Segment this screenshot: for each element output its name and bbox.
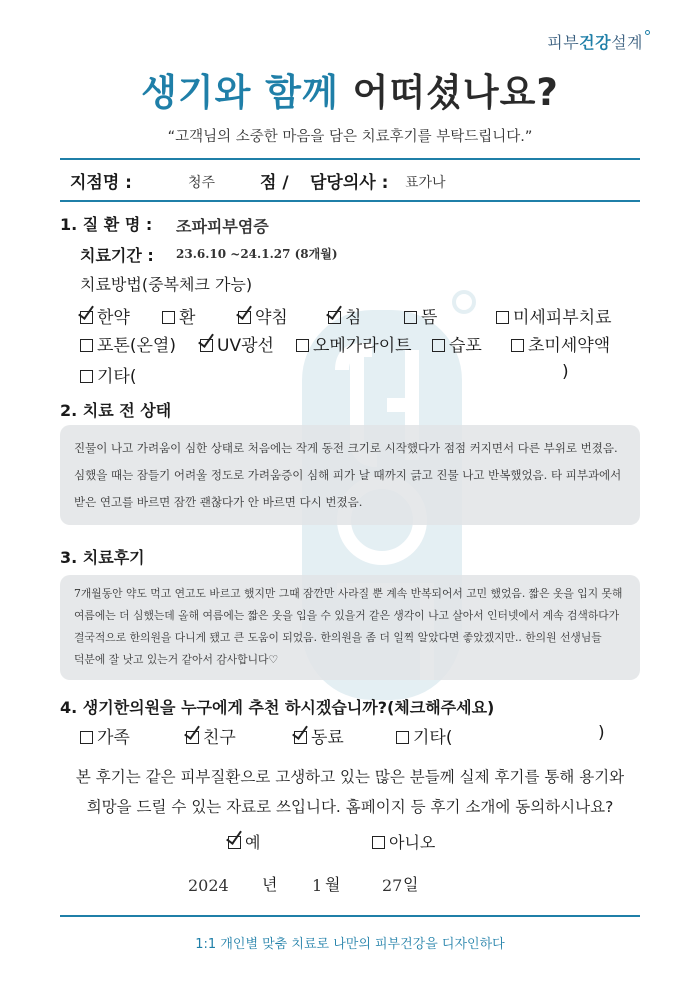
recommend-other-close: ): [598, 723, 605, 743]
date-year[interactable]: 2024: [188, 876, 229, 895]
method-other-close: ): [562, 362, 569, 382]
method-checkbox[interactable]: [511, 339, 524, 352]
method-checkbox[interactable]: [432, 339, 445, 352]
method-label: 습포: [449, 336, 482, 356]
method-option[interactable]: [296, 331, 412, 356]
disease-label: 1. 질 환 명 :: [60, 215, 153, 234]
brand-prefix: 피부: [547, 33, 580, 52]
consent-no-checkbox[interactable]: [372, 836, 385, 849]
footer-slogan: 1:1 개인별 맞춤 치료로 나만의 피부건강을 디자인하다: [195, 937, 505, 952]
branch-label: 지점명 :: [70, 173, 132, 193]
footer-divider: [60, 915, 640, 917]
consent-no[interactable]: [372, 830, 435, 853]
method-label: 오메가라이트: [313, 336, 412, 356]
method-option[interactable]: [162, 303, 195, 328]
title-dark: 어떠셨나요?: [352, 71, 559, 114]
method-label: 환: [179, 308, 196, 328]
consent-yes-checkbox[interactable]: [228, 836, 241, 849]
method-option[interactable]: [80, 362, 136, 387]
method-checkbox[interactable]: [238, 311, 251, 324]
recommend-label: 가족: [97, 728, 130, 748]
method-option[interactable]: [328, 303, 361, 328]
method-option[interactable]: [496, 303, 612, 328]
branch-row: [70, 168, 630, 194]
consent-line-1: 본 후기는 같은 피부질환으로 고생하고 있는 많은 분들께 실제 후기를 통해 용기와: [75, 768, 625, 786]
recommend-label: 친구: [203, 728, 236, 748]
consent-line-2: 희망을 드릴 수 있는 자료로 쓰입니다. 홈페이지 등 후기 소개에 동의하시나요?: [86, 798, 614, 816]
method-checkbox[interactable]: [328, 311, 341, 324]
recommend-option[interactable]: [396, 723, 452, 748]
method-label: 한약: [97, 308, 130, 328]
method-checkbox[interactable]: [296, 339, 309, 352]
date-year-unit: 년: [262, 875, 278, 894]
doctor-value[interactable]: 표가나: [405, 175, 446, 191]
before-state-title: 2. 치료 전 상태: [60, 401, 172, 420]
consent-yes[interactable]: [228, 830, 260, 853]
recommend-checkbox[interactable]: [294, 731, 307, 744]
method-option[interactable]: [200, 331, 274, 356]
brand-bold: 건강: [579, 33, 612, 52]
method-label: 포톤(온열): [97, 336, 176, 356]
method-label: 뜸: [421, 308, 438, 328]
method-checkbox[interactable]: [80, 339, 93, 352]
method-checkbox[interactable]: [162, 311, 175, 324]
method-option[interactable]: [404, 303, 437, 328]
review-box: [60, 575, 640, 680]
period-label: 치료기간 :: [80, 246, 154, 265]
method-option[interactable]: [238, 303, 288, 328]
method-label: 약침: [255, 308, 288, 328]
title-blue: 생기와 함께: [141, 71, 339, 114]
method-label: 초미세약액: [528, 336, 611, 356]
method-option[interactable]: [80, 331, 176, 356]
disease-value[interactable]: 조파피부염증: [176, 217, 269, 236]
method-option[interactable]: [511, 331, 610, 356]
method-checkbox[interactable]: [404, 311, 417, 324]
recommend-label: 기타(: [413, 728, 453, 748]
method-option[interactable]: [80, 303, 130, 328]
recommend-option[interactable]: [186, 723, 236, 748]
method-label: 미세피부치료: [513, 308, 612, 328]
recommend-title: 4. 생기한의원을 누구에게 추천 하시겠습니까?(체크해주세요): [60, 698, 495, 717]
recommend-option[interactable]: [294, 723, 344, 748]
method-checkbox[interactable]: [496, 311, 509, 324]
doctor-label: 담당의사 :: [310, 173, 389, 193]
method-label: 치료방법(중복체크 가능): [80, 275, 253, 294]
recommend-checkbox[interactable]: [396, 731, 409, 744]
method-checkbox[interactable]: [80, 311, 93, 324]
method-option[interactable]: [432, 331, 482, 356]
brand-logo: [547, 30, 650, 53]
method-label: UV광선: [217, 336, 274, 356]
brand-suffix: 설계: [611, 33, 643, 52]
consent-no-label: 아니오: [389, 833, 436, 852]
date-day-unit: 일: [403, 875, 419, 894]
recommend-checkbox[interactable]: [80, 731, 93, 744]
method-checkbox[interactable]: [200, 339, 213, 352]
recommend-option[interactable]: [80, 723, 130, 748]
method-label: 기타(: [97, 367, 137, 387]
brand-dot-icon: [645, 30, 650, 35]
before-state-text[interactable]: 진물이 나고 가려움이 심한 상태로 처음에는 작게 동전 크기로 시작했다가 점점 커지면서 다른 부위로 번졌음. 심했을 때는 잠들기 어려울 정도로 가려움증이 심해 피가 날 때까지 긁고 진물 나고 반복했었음. 타 피부과에서 받은 연고를 바르면 잠깐 괜찮다가 안 바르면 다시 번졌음.: [74, 441, 622, 509]
review-title: 3. 치료후기: [60, 548, 145, 567]
date-month[interactable]: 1: [312, 876, 323, 895]
date-month-unit: 월: [325, 875, 341, 894]
top-divider: [60, 158, 640, 160]
method-label: 침: [345, 308, 362, 328]
before-state-box: [60, 425, 640, 525]
branch-divider: [60, 200, 640, 202]
page-subtitle: “고객님의 소중한 마음을 담은 치료후기를 부탁드립니다.”: [167, 129, 533, 145]
review-text[interactable]: 7개월동안 약도 먹고 연고도 바르고 했지만 그때 잠깐만 사라질 뿐 계속 반복되어서 고민 했었음. 짧은 옷을 입지 못해 여름에는 더 심했는데 올해 여름에는 짧은 옷을 입을 수 있을거 같은 생각이 나고 살아서 인터넷에서 계속 검색하다가 결국적으로 한의원을 다니게 됐고 큰 도움이 되었음. 한의원을 좀 더 일찍 알았다면 좋았겠지만.. 한의원 선생님들 덕분에 잘 낫고 있는거 같아서 감사합니다♡: [74, 587, 623, 666]
consent-yes-label: 예: [245, 833, 261, 852]
date-day[interactable]: 27: [382, 876, 403, 895]
branch-value[interactable]: 청주: [188, 175, 216, 191]
method-checkbox[interactable]: [80, 370, 93, 383]
page-title: [0, 62, 700, 116]
period-value[interactable]: 23.6.10 ~24.1.27 (8개월): [176, 247, 338, 261]
recommend-checkbox[interactable]: [186, 731, 199, 744]
recommend-label: 동료: [311, 728, 344, 748]
branch-suffix: 점 /: [260, 173, 289, 193]
